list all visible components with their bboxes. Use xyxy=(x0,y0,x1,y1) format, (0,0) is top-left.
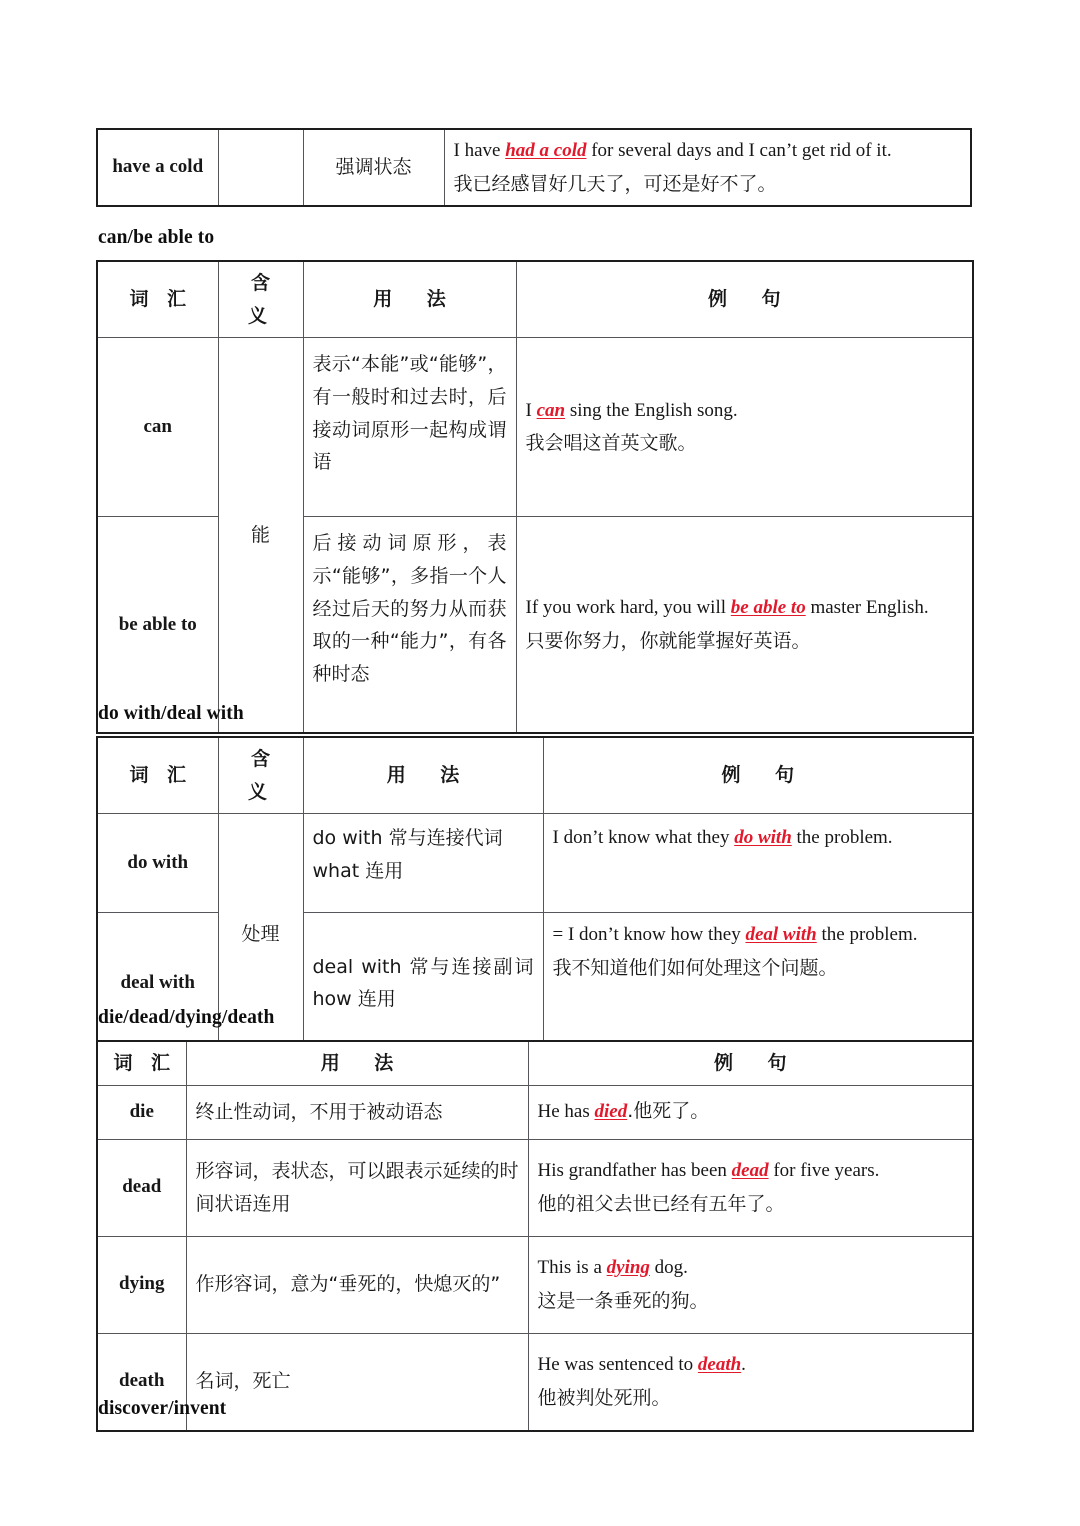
example-en-before: His grandfather has been xyxy=(537,1160,732,1181)
cell-usage: 表示“本能”或“能够”，有一般时和过去时，后接动词原形一起构成谓语 xyxy=(303,338,516,517)
cell-term: can xyxy=(97,338,218,517)
example-en-before: I don’t know what they xyxy=(552,827,735,849)
highlight-phrase: had a cold xyxy=(505,140,587,161)
table-have-a-cold xyxy=(96,128,972,207)
highlight-phrase: death xyxy=(697,1354,742,1375)
cell-usage: 后接动词原形，表示“能够”，多指一个人经过后天的努力从而获取的一种“能力”，有各种时态 xyxy=(303,517,516,734)
cell-term: have a cold xyxy=(97,129,218,206)
example-en-line xyxy=(538,1252,964,1285)
cell-meaning xyxy=(218,129,303,206)
example-en-before: I have xyxy=(453,140,506,161)
example-en-line xyxy=(553,919,964,952)
table-header-row xyxy=(97,261,973,338)
cell-usage: 形容词，表状态，可以跟表示延续的时间状语连用 xyxy=(186,1139,528,1236)
table-row xyxy=(97,129,971,206)
example-en-line xyxy=(526,395,964,428)
section-title-can-be-able-to: can/be able to xyxy=(98,227,215,248)
example-cn-line: 他的祖父去世已经有五年了。 xyxy=(537,1192,785,1215)
cell-term: die xyxy=(97,1085,186,1139)
example-en-after: the problem. xyxy=(791,827,893,849)
column-header-example: 例 句 xyxy=(528,1041,973,1085)
example-en-line xyxy=(538,1155,964,1188)
cell-example xyxy=(528,1236,973,1333)
example-en-line xyxy=(538,1349,964,1382)
cell-term: death xyxy=(97,1333,186,1431)
example-en-before: He has xyxy=(537,1101,595,1123)
example-en-after: the problem. xyxy=(816,924,918,946)
example-cn-line: 我已经感冒好几天了，可还是好不了。 xyxy=(453,172,777,195)
column-header-meaning: 含 义 xyxy=(218,737,303,814)
example-cn-line: 这是一条垂死的狗。 xyxy=(537,1289,709,1312)
highlight-phrase: deal with xyxy=(745,924,817,946)
cell-term: be able to xyxy=(97,517,218,734)
example-en-after: master English. xyxy=(805,597,929,619)
table-header-row xyxy=(97,1041,973,1085)
column-header-usage: 用 法 xyxy=(186,1041,528,1085)
example-cn-line: 他被判处死刑。 xyxy=(537,1386,671,1409)
cell-meaning-shared: 能 xyxy=(218,338,303,734)
example-en-before: This is a xyxy=(537,1257,607,1278)
example-en-after: sing the English song. xyxy=(565,399,738,421)
column-header-usage: 用 法 xyxy=(303,261,516,338)
cell-example xyxy=(543,913,973,1055)
cell-example xyxy=(516,338,973,517)
highlight-phrase: dead xyxy=(731,1160,769,1181)
highlight-phrase: died xyxy=(594,1101,628,1123)
column-header-vocabulary: 词 汇 xyxy=(97,1041,186,1085)
example-en-line xyxy=(553,822,964,855)
cell-usage: 终止性动词，不用于被动语态 xyxy=(186,1085,528,1139)
cell-example xyxy=(528,1333,973,1431)
example-en-line xyxy=(526,592,964,625)
table-row xyxy=(97,1333,973,1431)
table-row xyxy=(97,1236,973,1333)
example-en-before: I xyxy=(525,399,537,421)
example-cn-line: 只要你努力，你就能掌握好英语。 xyxy=(525,629,811,652)
example-en-line xyxy=(538,1095,964,1129)
section-title-die-dead-dying-death: die/dead/dying/death xyxy=(98,1007,275,1028)
section-title-do-with-deal-with: do with/deal with xyxy=(98,703,244,724)
cell-usage: deal with 常与连接副词 how 连用 xyxy=(303,913,543,1055)
column-header-vocabulary: 词 汇 xyxy=(97,261,218,338)
example-en-before: If you work hard, you will xyxy=(525,597,731,619)
cell-usage: 名词，死亡 xyxy=(186,1333,528,1431)
column-header-meaning: 含 义 xyxy=(218,261,303,338)
cell-example xyxy=(444,129,971,206)
cell-example xyxy=(516,517,973,734)
highlight-phrase: can xyxy=(536,399,566,421)
example-en-after: dog. xyxy=(649,1257,688,1278)
cell-usage: do with 常与连接代词 what 连用 xyxy=(303,814,543,913)
highlight-phrase: dying xyxy=(606,1257,650,1278)
highlight-phrase: do with xyxy=(734,827,792,849)
column-header-usage: 用 法 xyxy=(303,737,543,814)
cell-usage: 作形容词，意为“垂死的，快熄灭的” xyxy=(186,1236,528,1333)
cell-term: dying xyxy=(97,1236,186,1333)
highlight-phrase: be able to xyxy=(730,597,806,619)
cell-term: do with xyxy=(97,814,218,913)
table-die-dead-dying-death xyxy=(96,1040,974,1432)
example-cn-line: 我会唱这首英文歌。 xyxy=(525,432,697,455)
table-row xyxy=(97,1139,973,1236)
table-row xyxy=(97,338,973,517)
cell-meaning-shared: 处理 xyxy=(218,814,303,1055)
section-title-discover-invent: discover/invent xyxy=(98,1398,227,1419)
example-cn-line: 我不知道他们如何处理这个问题。 xyxy=(552,957,838,980)
cell-example xyxy=(528,1139,973,1236)
cell-example xyxy=(543,814,973,913)
example-en-after: . xyxy=(741,1354,746,1375)
table-can-be-able-to xyxy=(96,260,974,734)
column-header-example: 例 句 xyxy=(543,737,973,814)
cell-example xyxy=(528,1085,973,1139)
example-en-after: .他死了。 xyxy=(627,1100,710,1123)
column-header-example: 例 句 xyxy=(516,261,973,338)
example-en-before: He was sentenced to xyxy=(537,1354,698,1375)
table-row xyxy=(97,814,973,913)
example-en-after: for several days and I can’t get rid of it. xyxy=(586,140,892,161)
cell-term: deal with xyxy=(97,913,218,1055)
cell-usage: 强调状态 xyxy=(303,129,444,206)
table-row xyxy=(97,1085,973,1139)
cell-term: dead xyxy=(97,1139,186,1236)
example-en-line xyxy=(454,135,962,168)
example-en-before: = I don’t know how they xyxy=(552,924,746,946)
table-header-row xyxy=(97,737,973,814)
example-en-after: for five years. xyxy=(768,1160,880,1181)
column-header-vocabulary: 词 汇 xyxy=(97,737,218,814)
